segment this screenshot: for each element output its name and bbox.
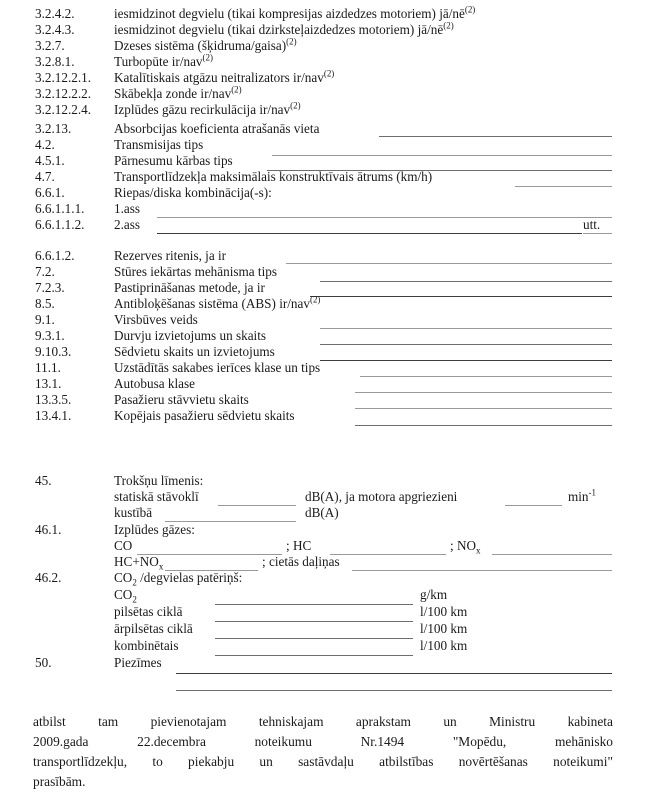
item-number: 4.7.	[35, 169, 55, 184]
closing-word: atbilst	[33, 714, 66, 729]
table-row	[0, 570, 645, 586]
item-number: 4.5.1.	[35, 153, 65, 168]
item-number: 13.1.	[35, 376, 62, 391]
list-item: pilsētas ciklā	[114, 604, 183, 619]
table-row	[0, 587, 645, 603]
item-label: Katalītiskais atgāzu neitralizators ir/nav$^{(2)}$	[114, 68, 335, 85]
exhaust-heading: Izplūdes gāzes:	[114, 522, 195, 537]
item-label: Izplūdes gāzu recirkulācija ir/nav$^{(2)}$	[114, 100, 301, 117]
item-number: 3.2.7.	[35, 38, 65, 53]
closing-word: tehniskajam	[258, 714, 324, 729]
table-row	[0, 360, 645, 376]
footnote-marker: (2)	[464, 4, 476, 15]
unit-label: l/100 km	[420, 638, 468, 653]
fill-in-line[interactable]	[355, 425, 612, 426]
table-row	[0, 392, 645, 408]
item-number: 45.	[35, 473, 52, 488]
table-row	[0, 264, 645, 280]
closing-paragraph	[33, 712, 613, 792]
table-row	[0, 604, 645, 620]
table-row	[0, 102, 645, 118]
item-label: Turbopūte ir/nav$^{(2)}$	[114, 52, 213, 69]
item-number: 3.2.8.1.	[35, 54, 75, 69]
closing-line-2	[33, 732, 613, 752]
item-label: 2.ass	[114, 217, 141, 232]
noise-static-label: statiskā stāvoklī	[114, 489, 199, 504]
list-item: kombinētais	[114, 638, 179, 653]
item-number: 3.2.12.2.1.	[35, 70, 92, 85]
table-row	[0, 655, 645, 671]
item-label: Absorbcijas koeficienta atrašanās vieta	[114, 121, 320, 136]
item-number: 3.2.13.	[35, 121, 72, 136]
item-number: 3.2.12.2.4.	[35, 102, 92, 117]
closing-word: Nr.1494	[360, 734, 405, 749]
closing-line-3	[33, 752, 613, 772]
table-row	[0, 505, 645, 521]
table-row	[0, 408, 645, 424]
table-row	[0, 38, 645, 54]
table-row	[0, 248, 645, 264]
unit-label: l/100 km	[420, 604, 468, 619]
table-row	[0, 217, 645, 233]
footnote-marker: (2)	[286, 36, 297, 47]
closing-word: aprakstam	[355, 714, 411, 729]
table-row	[0, 6, 645, 22]
table-row	[0, 137, 645, 153]
table-row	[0, 344, 645, 360]
table-row	[0, 473, 645, 489]
closing-word: Ministru	[489, 714, 536, 729]
co2-unit: g/km	[420, 587, 448, 602]
item-label: Rezerves ritenis, ja ir	[114, 248, 227, 263]
noise-moving-unit: dB(A)	[305, 505, 339, 520]
item-label: Riepas/diska kombinācija(-s):	[114, 185, 272, 200]
closing-word: pievienotajam	[150, 714, 227, 729]
item-number: 11.1.	[35, 360, 61, 375]
table-row	[0, 312, 645, 328]
table-row	[0, 554, 645, 570]
footnote-marker: (2)	[202, 52, 213, 63]
item-label: Transportlīdzekļa maksimālais konstruktīvais ātrums (km/h)	[114, 169, 433, 184]
item-number: 46.1.	[35, 522, 62, 537]
hc-separator: ; HC	[286, 538, 312, 553]
table-row	[0, 121, 645, 137]
noise-heading: Trokšņu līmenis:	[114, 473, 204, 488]
closing-word: "Mopēdu,	[452, 734, 507, 749]
fill-in-line[interactable]	[583, 233, 612, 234]
closing-word: 22.decembra	[137, 734, 206, 749]
closing-word: noteikumi"	[553, 754, 613, 769]
notes-label: Piezīmes	[114, 655, 162, 670]
table-row	[0, 621, 645, 637]
item-label: Skābekļa zonde ir/nav$^{(2)}$	[114, 84, 242, 101]
item-number: 6.6.1.2.	[35, 248, 75, 263]
co-label: CO	[114, 538, 133, 553]
table-row	[0, 201, 645, 217]
item-number: 4.2.	[35, 137, 55, 152]
fill-in-line[interactable]	[176, 690, 612, 691]
etc-label: utt.	[583, 217, 601, 232]
closing-word: piekabju	[188, 754, 235, 769]
nox-separator: ; $NO_x$	[450, 538, 481, 556]
closing-word: transportlīdzekļu,	[33, 754, 128, 769]
table-row	[0, 538, 645, 554]
table-row	[0, 638, 645, 654]
footnote-marker: (2)	[323, 68, 335, 79]
item-label: iesmidzinot degvielu (tikai kompresijas aizdedzes motoriem) $jā/nē^{(2)}$	[114, 4, 476, 21]
item-label: Pasažieru stāvvietu skaits	[114, 392, 249, 407]
item-label: Antibloķēšanas sistēma (ABS) ir/nav$^{(2)}$	[114, 294, 321, 311]
item-number: 9.1.	[35, 312, 55, 327]
table-row	[0, 185, 645, 201]
closing-word: un	[259, 754, 273, 769]
particles-separator: ; cietās daļiņas	[262, 554, 340, 569]
list-item: ārpilsētas ciklā	[114, 621, 193, 636]
unit-label: l/100 km	[420, 621, 468, 636]
closing-line-1	[33, 712, 613, 732]
item-number: 8.5.	[35, 296, 55, 311]
table-row	[0, 328, 645, 344]
item-label: Autobusa klase	[114, 376, 195, 391]
item-number: 3.2.4.2.	[35, 6, 75, 21]
fill-in-line[interactable]	[176, 673, 612, 674]
hc-nox-label: $HC+NO_x$	[114, 554, 164, 572]
consumption-heading: $CO_2$ /degvielas patēriņš:	[114, 570, 243, 588]
item-number: 46.2.	[35, 570, 62, 585]
closing-word: mehānisko	[554, 734, 613, 749]
item-number: 13.4.1.	[35, 408, 72, 423]
item-number: 6.6.1.1.1.	[35, 201, 85, 216]
rpm-unit: $\min^{-1}$	[568, 487, 596, 504]
item-label: Pārnesumu kārbas tips	[114, 153, 233, 168]
table-row	[0, 54, 645, 70]
table-row	[0, 153, 645, 169]
closing-word: atbilstības	[379, 754, 434, 769]
item-number: 6.6.1.	[35, 185, 65, 200]
item-number: 6.6.1.1.2.	[35, 217, 85, 232]
item-label: Pastiprināšanas metode, ja ir	[114, 280, 265, 295]
item-label: Uzstādītās sakabes ierīces klase un tips	[114, 360, 321, 375]
closing-word: 2009.gada	[33, 734, 89, 749]
noise-moving-label: kustībā	[114, 505, 153, 520]
closing-word: to	[152, 754, 163, 769]
closing-word: noteikumu	[254, 734, 312, 749]
item-number: 9.10.3.	[35, 344, 72, 359]
closing-word: kabineta	[567, 714, 613, 729]
item-label: Kopējais pasažieru sēdvietu skaits	[114, 408, 295, 423]
noise-static-unit: dB(A), ja motora apgriezieni	[305, 489, 458, 504]
item-label: Durvju izvietojums un skaits	[114, 328, 267, 343]
table-row	[0, 169, 645, 185]
item-number: 50.	[35, 655, 52, 670]
table-row	[0, 489, 645, 505]
item-label: Virsbūves veids	[114, 312, 198, 327]
item-number: 9.3.1.	[35, 328, 65, 343]
co2-label: $CO_2$	[114, 587, 137, 605]
closing-word: tam	[98, 714, 119, 729]
table-row	[0, 22, 645, 38]
table-row	[0, 376, 645, 392]
item-label: Dzeses sistēma (šķidruma/gaisa)$^{(2)}$	[114, 36, 297, 53]
table-row	[0, 296, 645, 312]
item-number: 7.2.3.	[35, 280, 65, 295]
item-label: Stūres iekārtas mehānisma tips	[114, 264, 277, 279]
item-label: Sēdvietu skaits un izvietojums	[114, 344, 275, 359]
table-row	[0, 280, 645, 296]
table-row	[0, 70, 645, 86]
item-number: 7.2.	[35, 264, 55, 279]
footnote-marker: (2)	[443, 20, 454, 31]
table-row	[0, 522, 645, 538]
item-label: iesmidzinot degvielu (tikai dzirksteļaizdedzes motoriem) $jā/nē^{(2)}$	[114, 20, 454, 37]
footnote-marker: (2)	[309, 294, 321, 305]
fill-in-line[interactable]	[157, 233, 582, 234]
closing-word: un	[443, 714, 457, 729]
item-label: Transmisijas tips	[114, 137, 204, 152]
footnote-marker: (2)	[290, 100, 301, 111]
item-number: 3.2.12.2.2.	[35, 86, 92, 101]
item-number: 13.3.5.	[35, 392, 72, 407]
table-row	[0, 86, 645, 102]
item-label: 1.ass	[114, 201, 141, 216]
item-number: 3.2.4.3.	[35, 22, 75, 37]
footnote-marker: (2)	[231, 84, 242, 95]
closing-line-4: prasībām.	[33, 774, 86, 789]
closing-word: novērtēšanas	[458, 754, 528, 769]
closing-word: sastāvdaļu	[298, 754, 354, 769]
